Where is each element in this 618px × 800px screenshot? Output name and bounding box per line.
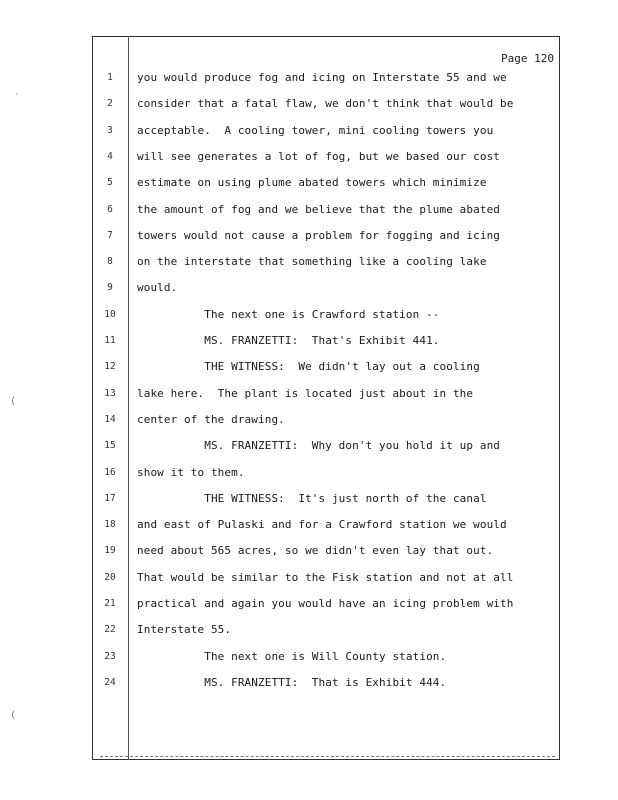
- line-text: The next one is Crawford station --: [137, 307, 440, 321]
- line-number: 9: [107, 282, 113, 294]
- line-number: 22: [104, 624, 116, 636]
- line-text: center of the drawing.: [137, 412, 285, 426]
- line-text: on the interstate that something like a cooling lake: [137, 255, 487, 269]
- transcript-line: [100, 673, 560, 693]
- line-text: Interstate 55.: [137, 623, 232, 637]
- line-text: MS. FRANZETTI: Why don't you hold it up and: [137, 439, 501, 453]
- line-text: you would produce fog and icing on Interstate 55 and we: [137, 71, 507, 84]
- transcript-line: [100, 594, 560, 614]
- line-text: The next one is Will County station.: [137, 649, 447, 663]
- line-number: 5: [107, 177, 113, 189]
- page-number: Page 120: [501, 52, 554, 65]
- transcript-line: [100, 541, 560, 561]
- line-text: estimate on using plume abated towers which minimize: [137, 176, 487, 190]
- line-number: 24: [104, 676, 116, 688]
- transcript-line: [100, 515, 560, 535]
- line-text: THE WITNESS: We didn't lay out a cooling: [137, 360, 480, 374]
- transcript-line: [100, 620, 560, 640]
- line-text: lake here. The plant is located just about in the: [137, 386, 474, 400]
- line-number: 7: [107, 229, 113, 241]
- line-number: 1: [107, 72, 113, 83]
- line-text: consider that a fatal flaw, we don't think that would be: [137, 97, 514, 111]
- transcript-line: [100, 278, 560, 298]
- transcript-line: [100, 226, 560, 246]
- transcript-line: [100, 68, 560, 88]
- line-text: towers would not cause a problem for fogging and icing: [137, 228, 501, 242]
- line-number: 21: [104, 598, 116, 609]
- line-number: 15: [104, 440, 116, 452]
- line-text: That would be similar to the Fisk station and not at all: [137, 570, 514, 584]
- transcript-line: [100, 200, 560, 220]
- line-text: MS. FRANZETTI: That's Exhibit 441.: [137, 334, 440, 347]
- line-text: the amount of fog and we believe that the plume abated: [137, 202, 501, 216]
- transcript-line: [100, 410, 560, 430]
- line-text: need about 565 acres, so we didn't even lay that out.: [137, 544, 494, 558]
- line-number: 4: [107, 150, 113, 162]
- scan-mark: (: [10, 710, 17, 721]
- line-number: 10: [104, 308, 116, 320]
- footer-rule: [100, 756, 555, 759]
- transcript-line: [100, 568, 560, 588]
- line-text: show it to them.: [137, 465, 245, 479]
- transcript-line: [100, 121, 560, 141]
- line-text: THE WITNESS: It's just north of the canal: [137, 491, 487, 505]
- line-number: 17: [104, 492, 116, 504]
- line-number: 8: [107, 256, 113, 268]
- line-number: 11: [104, 335, 116, 346]
- scan-mark: (: [10, 396, 17, 407]
- line-number: 23: [104, 650, 116, 662]
- line-number: 14: [104, 413, 116, 425]
- line-number: 3: [107, 124, 113, 136]
- transcript-line: [100, 463, 560, 483]
- transcript-line: [100, 305, 560, 325]
- line-number: 2: [107, 98, 113, 110]
- transcript-line: [100, 147, 560, 167]
- line-number: 20: [104, 571, 116, 583]
- transcript-line: [100, 331, 560, 351]
- line-number: 6: [107, 203, 113, 215]
- line-number: 13: [104, 387, 116, 399]
- line-number: 19: [104, 545, 116, 557]
- transcript-line: [100, 357, 560, 377]
- line-text: will see generates a lot of fog, but we based our cost: [137, 149, 501, 163]
- line-number: 16: [104, 466, 116, 478]
- line-text: MS. FRANZETTI: That is Exhibit 444.: [137, 675, 447, 689]
- transcript-line: [100, 252, 560, 272]
- transcript-line: [100, 384, 560, 404]
- line-text: would.: [137, 281, 178, 295]
- line-text: and east of Pulaski and for a Crawford station we would: [137, 518, 507, 532]
- transcript-line: [100, 173, 560, 193]
- transcript-line: [100, 94, 560, 114]
- line-text: practical and again you would have an icing problem with: [137, 597, 514, 610]
- transcript-line: [100, 489, 560, 509]
- line-number: 18: [104, 519, 116, 531]
- line-text: acceptable. A cooling tower, mini cooling towers you: [137, 123, 494, 137]
- transcript-line: [100, 647, 560, 667]
- scan-mark: ′: [14, 92, 21, 103]
- line-number: 12: [104, 361, 116, 373]
- transcript-line: [100, 436, 560, 456]
